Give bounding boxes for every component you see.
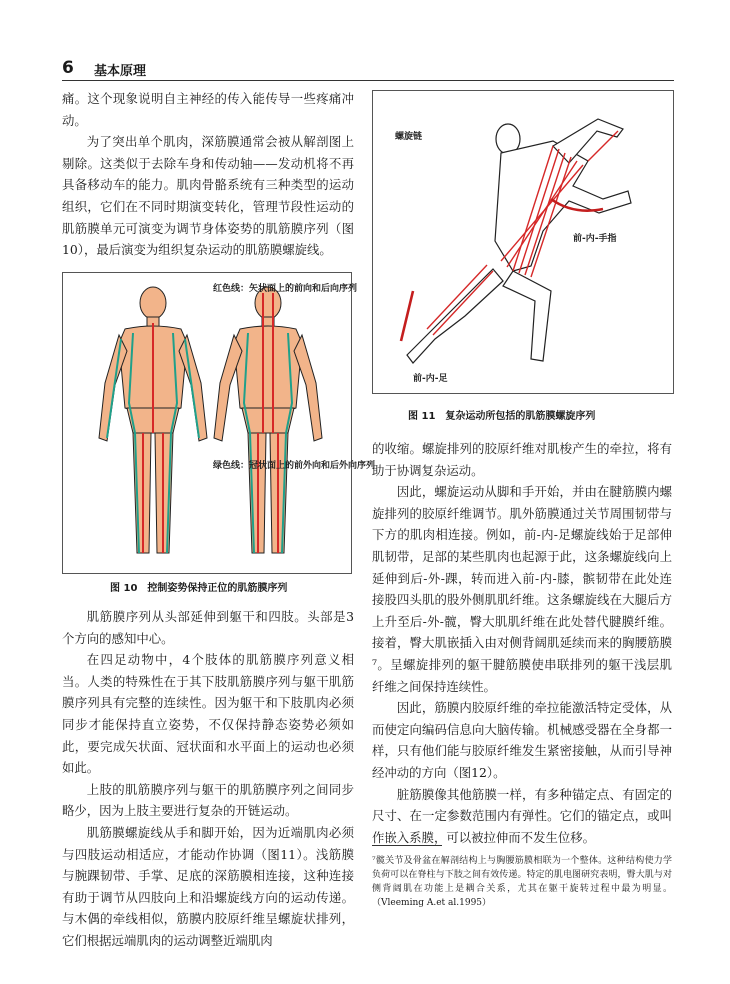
label-spiral-chain: 螺旋链 (395, 132, 423, 142)
label-front-inner-foot: 前-内-足 (413, 374, 448, 384)
legend-green-label: 绿色线：冠状面上的前外向和后外向序列 (213, 461, 376, 471)
footnote: ⁷髋关节及骨盆在解剖结构上与胸腰筋膜相联为一个整体。这种结构使力学负荷可以在脊柱与下肢之间有效传递。特定的肌电图研究表明，臀大肌与对侧背阔肌在功能上是耦合关系，尤其在躯干旋转过程中最为明显。（Vleeming A.et al.1995） (372, 856, 672, 908)
running-title: 基本原理 (94, 64, 147, 79)
label-front-inner-finger: 前-内-手指 (573, 234, 617, 244)
footnote-rule (372, 845, 442, 846)
paragraph: 在四足动物中，4个肢体的肌筋膜序列意义相当。人类的特殊性在于其下肢肌筋膜序列与躯干肌筋膜序列具有完整的连续性。因为躯干和下肢肌肉必须同步才能保持直立姿势，不仅保持静态姿势必须如此，要完成矢状面、冠状面和水平面上的运动也必须如此。 (62, 652, 354, 776)
paragraph: 痛。这个现象说明自主神经的传入能传导一些疼痛冲动。 (62, 91, 354, 128)
figure-11 (372, 90, 674, 394)
paragraph: 上肢的肌筋膜序列与躯干的肌筋膜序列之间同步略少，因为上肢主要进行复杂的开链运动。 (62, 781, 354, 819)
header-rule (62, 80, 674, 81)
paragraph: 因此，螺旋运动从脚和手开始，并由在腱筋膜内螺旋排列的胶原纤维调节。肌外筋膜通过关节周围韧带与下方的肌肉相连接。例如，前-内-足螺旋线始于足部伸肌韧带，足部的某些肌肉也起源于此，这条螺旋线向上延伸到后-外-踝，转而进入前-内-膝，髌韧带在此处连接股四头肌的股外侧肌肌纤维。这条螺旋线在大腿后方上升至后-外-髋，臀大肌肌纤维在此处替代腱膜纤维。接着，臀大肌嵌插入由对侧背阔肌延续而来的胸腰筋膜⁷。呈螺旋排列的躯干腱筋膜使串联排列的躯干浅层肌纤维之间保持连续性。 (372, 484, 672, 694)
left-column-top (62, 88, 354, 261)
paragraph: 因此，筋膜内胶原纤维的牵拉能激活特定受体，从而使定向编码信息向大脑传输。机械感受器在全身都一样，只有他们能与胶原纤维发生紧密接触，从而引导神经冲动的方向（图12）。 (372, 700, 672, 780)
legend-red-label: 红色线：矢状面上的前向和后向序列 (213, 284, 358, 294)
paragraph: 为了突出单个肌肉，深筋膜通常会被从解剖图上剔除。这类似于去除车身和传动轴——发动机将不再具备移动车的能力。肌肉骨骼系统有三种类型的运动组织，它们在不同时期演变转化，管理节段性运动的肌筋膜单元可演变为调节身体姿势的肌筋膜序列（图10），最后演变为组织复杂运动的肌筋膜螺旋线。 (62, 134, 354, 258)
page-number: 6 (62, 58, 74, 78)
figure-11-illustration (373, 91, 673, 393)
left-column-bottom (62, 606, 354, 952)
paragraph: 的收缩。螺旋排列的胶原纤维对肌梭产生的牵拉，将有助于协调复杂运动。 (372, 441, 672, 478)
paragraph: 肌筋膜螺旋线从手和脚开始，因为近端肌肉必须与四肢运动相适应，才能动作协调（图11）。浅筋膜与腕踝韧带、手掌、足底的深筋膜相连接，这种连接有助于调节从四肢向上和沿螺旋线方向的运动传递。与木偶的牵线相似，筋膜内胶原纤维呈螺旋状排列，它们根据远端肌肉的运动调整近端肌肉 (62, 824, 354, 948)
figure-10 (62, 272, 376, 574)
paragraph: 脏筋膜像其他筋膜一样，有多种锚定点、有固定的尺寸、在一定参数范围内有弹性。它们的锚定点，或叫作嵌入系膜，可以被拉伸而不发生位移。 (372, 786, 672, 845)
paragraph: 肌筋膜序列从头部延伸到躯干和四肢。头部是3个方向的感知中心。 (62, 609, 354, 646)
figure-10-caption: 图 10 控制姿势保持正位的肌筋膜序列 (110, 583, 288, 594)
page-header (62, 58, 682, 80)
figure-11-caption: 图 11 复杂运动所包括的肌筋膜螺旋序列 (408, 411, 596, 422)
right-column-text (372, 438, 672, 848)
back-body-figure (214, 287, 322, 553)
figure-10-illustration (63, 273, 376, 573)
